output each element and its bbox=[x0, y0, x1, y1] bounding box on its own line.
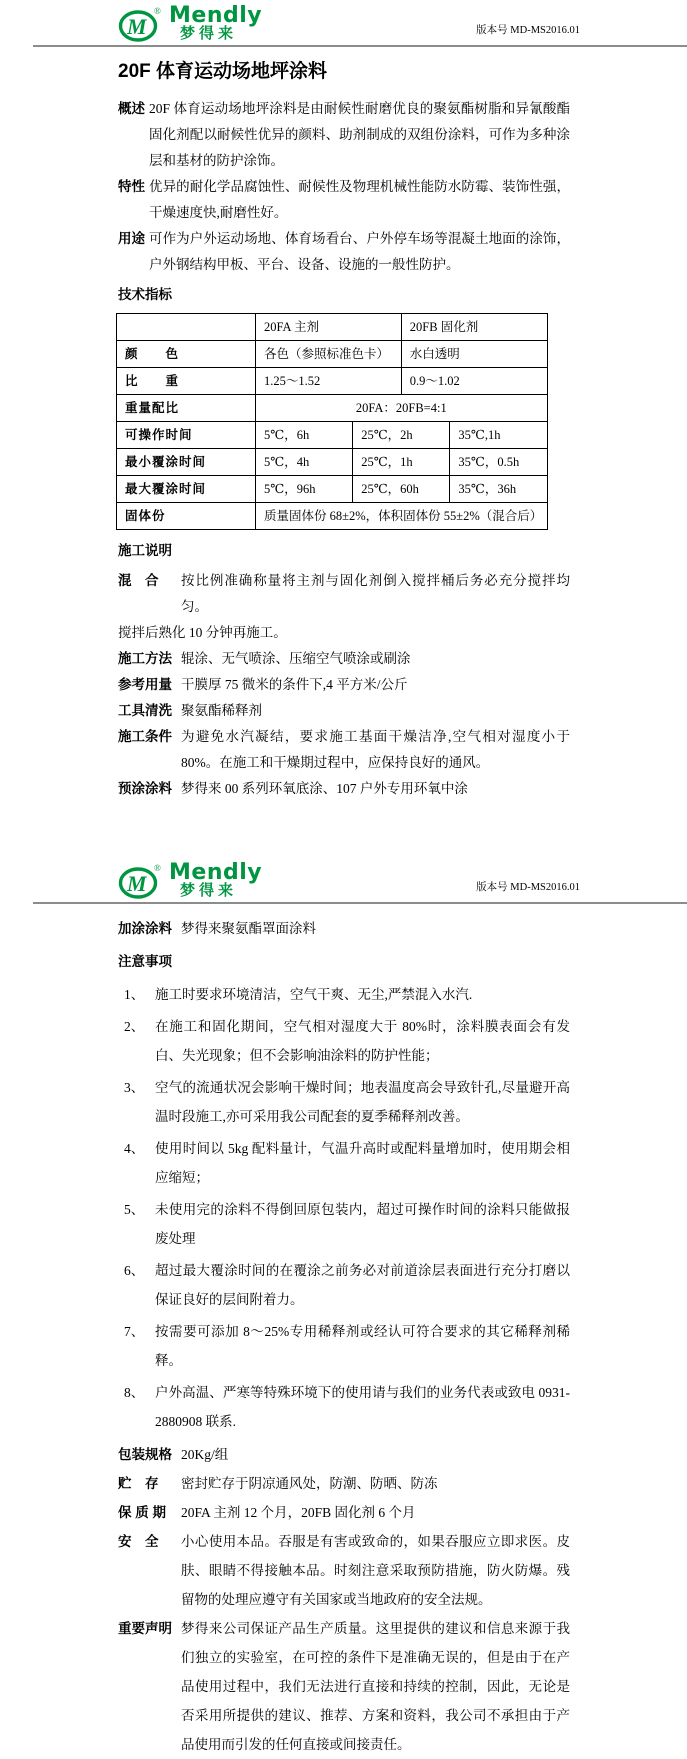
note-item-5 bbox=[118, 1195, 570, 1253]
registered-mark-icon: ® bbox=[154, 6, 161, 16]
page-1 bbox=[0, 0, 687, 802]
table-row bbox=[117, 422, 548, 449]
max-recoat-35c: 35℃，36h bbox=[450, 476, 547, 503]
note-text: 未使用完的涂料不得倒回原包装内，超过可操作时间的涂料只能做报废处理 bbox=[155, 1202, 570, 1246]
min-recoat-label: 最小覆涂时间 bbox=[117, 449, 256, 476]
dosage-row bbox=[118, 672, 570, 698]
overview-label: 概述 bbox=[118, 101, 145, 116]
mendly-logo-icon bbox=[118, 862, 164, 902]
note-item-8 bbox=[118, 1378, 570, 1436]
mixing-row bbox=[118, 568, 570, 620]
precoat-label: 预涂涂料 bbox=[118, 781, 172, 796]
packaging-text: 20Kg/组 bbox=[181, 1447, 229, 1462]
table-row bbox=[117, 395, 548, 422]
table-cell-blank bbox=[117, 314, 256, 341]
mendly-logo bbox=[118, 862, 687, 902]
note-text: 按需要可添加 8～25%专用稀释剂或经认可符合要求的其它稀释剂稀释。 bbox=[155, 1324, 570, 1368]
tech-specs-title: 技术指标 bbox=[118, 287, 172, 302]
svg-text:M: M bbox=[127, 14, 147, 39]
mixing-text: 按比例准确称量将主剂与固化剂倒入搅拌桶后务必充分搅拌均匀。 bbox=[181, 573, 570, 614]
max-recoat-5c: 5℃，96h bbox=[256, 476, 353, 503]
header-divider bbox=[33, 45, 687, 47]
note-text: 使用时间以 5kg 配料量计，气温升高时或配料量增加时，使用期会相应缩短； bbox=[155, 1141, 570, 1185]
page-title: 20F 体育运动场地坪涂料 bbox=[118, 61, 328, 82]
solids-label: 固体份 bbox=[117, 503, 256, 530]
precoat-row bbox=[118, 776, 570, 802]
cleaning-row bbox=[118, 698, 570, 724]
note-text: 空气的流通状况会影响干燥时间；地表温度高会导致针孔,尽量避开高温时段施工,亦可采用我公司配套的夏季稀释剂改善。 bbox=[155, 1080, 570, 1124]
packaging-row bbox=[118, 1440, 570, 1469]
table-row bbox=[117, 314, 548, 341]
safety-row bbox=[118, 1527, 570, 1614]
brand-name-en: Mendly bbox=[169, 3, 263, 28]
feature-text: 优异的耐化学品腐蚀性、耐候性及物理机械性能防水防霉、装饰性强，干燥速度快,耐磨性好。 bbox=[149, 179, 570, 220]
note-text: 在施工和固化期间，空气相对湿度大于 80%时，涂料膜表面会有发白、失光现象；但不会影响油涂料的防护性能； bbox=[155, 1019, 570, 1063]
gravity-label: 比 重 bbox=[117, 368, 256, 395]
color-label: 颜 色 bbox=[117, 341, 256, 368]
brand-name-cn: 梦得来 bbox=[180, 882, 238, 899]
overview-row bbox=[118, 96, 570, 174]
overview-text: 20F 体育运动场地坪涂料是由耐候性耐磨优良的聚氨酯树脂和异氰酸酯固化剂配以耐候性优异的颜料、助剂制成的双组份涂料，可作为多种涂层和基材的防护涂饰。 bbox=[149, 101, 570, 168]
page2-header bbox=[0, 862, 687, 902]
color-20fb: 水白透明 bbox=[401, 341, 547, 368]
shelf-life-text: 20FA 主剂 12 个月，20FB 固化剂 6 个月 bbox=[181, 1505, 416, 1520]
page-2 bbox=[0, 802, 687, 1759]
note-number: 5、 bbox=[124, 1202, 145, 1217]
note-item-6 bbox=[118, 1256, 570, 1314]
table-col-header-20fa: 20FA 主剂 bbox=[256, 314, 402, 341]
topcoat-label: 加涂涂料 bbox=[118, 921, 172, 936]
min-recoat-35c: 35℃，0.5h bbox=[450, 449, 547, 476]
note-number: 8、 bbox=[124, 1385, 145, 1400]
note-number: 2、 bbox=[124, 1019, 145, 1034]
brand-name-en: Mendly bbox=[169, 860, 263, 885]
page1-header bbox=[0, 5, 687, 45]
version-number: 版本号 MD-MS2016.01 bbox=[476, 882, 580, 893]
note-item-4 bbox=[118, 1134, 570, 1192]
construction-title: 施工说明 bbox=[118, 543, 172, 558]
note-text: 超过最大覆涂时间的在覆涂之前务必对前道涂层表面进行充分打磨以保证良好的层间附着力。 bbox=[155, 1263, 570, 1307]
usage-row bbox=[118, 226, 570, 278]
condition-row bbox=[118, 724, 570, 776]
shelf-life-label: 保 质 期 bbox=[118, 1505, 167, 1520]
condition-text: 为避免水汽凝结，要求施工基面干燥洁净,空气相对湿度小于 80%。在施工和干燥期过程中，应保持良好的通风。 bbox=[181, 729, 570, 770]
storage-row bbox=[118, 1469, 570, 1498]
note-item-2 bbox=[118, 1012, 570, 1070]
safety-label: 安 全 bbox=[118, 1534, 159, 1549]
notes-title: 注意事项 bbox=[118, 954, 172, 969]
usage-label: 用途 bbox=[118, 231, 145, 246]
usage-text: 可作为户外运动场地、体育场看台、户外停车场等混凝土地面的涂饰，户外钢结构甲板、平台、设备、设施的一般性防护。 bbox=[149, 231, 570, 272]
pot-life-35c: 35℃,1h bbox=[450, 422, 547, 449]
ratio-value: 20FA：20FB=4:1 bbox=[256, 395, 548, 422]
gravity-20fb: 0.9～1.02 bbox=[401, 368, 547, 395]
color-20fa: 各色（参照标准色卡） bbox=[256, 341, 402, 368]
safety-text: 小心使用本品。吞服是有害或致命的，如果吞服应立即求医。皮肤、眼睛不得接触本品。时刻注意采取预防措施，防火防爆。残留物的处理应遵守有关国家或当地政府的安全法规。 bbox=[181, 1534, 570, 1607]
method-text: 辊涂、无气喷涂、压缩空气喷涂或刷涂 bbox=[181, 651, 411, 666]
mixing-text-line2: 搅拌后熟化 10 分钟再施工。 bbox=[118, 625, 287, 640]
dosage-text: 干膜厚 75 微米的条件下,4 平方米/公斤 bbox=[181, 677, 408, 692]
statement-label: 重要声明 bbox=[118, 1621, 172, 1636]
table-row bbox=[117, 368, 548, 395]
ratio-label: 重量配比 bbox=[117, 395, 256, 422]
statement-row bbox=[118, 1614, 570, 1759]
mendly-logo bbox=[118, 5, 687, 45]
packaging-label: 包装规格 bbox=[118, 1447, 172, 1462]
topcoat-text: 梦得来聚氨酯罩面涂料 bbox=[181, 921, 316, 936]
min-recoat-25c: 25℃，1h bbox=[353, 449, 450, 476]
note-number: 6、 bbox=[124, 1263, 145, 1278]
topcoat-row bbox=[118, 914, 570, 943]
cleaning-label: 工具清洗 bbox=[118, 703, 172, 718]
note-number: 4、 bbox=[124, 1141, 145, 1156]
shelf-life-row bbox=[118, 1498, 570, 1527]
method-row bbox=[118, 646, 570, 672]
page2-content bbox=[118, 914, 570, 1759]
table-row bbox=[117, 503, 548, 530]
pot-life-5c: 5℃，6h bbox=[256, 422, 353, 449]
storage-text: 密封贮存于阴凉通风处，防潮、防晒、防冻 bbox=[181, 1476, 438, 1491]
storage-label: 贮 存 bbox=[118, 1476, 159, 1491]
page1-content bbox=[118, 96, 570, 802]
feature-row bbox=[118, 174, 570, 226]
statement-text: 梦得来公司保证产品生产质量。这里提供的建议和信息来源于我们独立的实验室，在可控的条件下是准确无误的，但是由于在产品使用过程中，我们无法进行直接和持续的控制，因此，无论是否采用所提供的建议、推荐、方案和资料，我公司不承担由于产品使用而引发的任何直接或间接责任。 bbox=[181, 1621, 570, 1752]
pot-life-25c: 25℃，2h bbox=[353, 422, 450, 449]
method-label: 施工方法 bbox=[118, 651, 172, 666]
condition-label: 施工条件 bbox=[118, 729, 172, 744]
svg-text:M: M bbox=[127, 871, 147, 896]
max-recoat-25c: 25℃，60h bbox=[353, 476, 450, 503]
feature-label: 特性 bbox=[118, 179, 145, 194]
header-divider bbox=[33, 902, 687, 904]
logo-wordmark bbox=[169, 860, 263, 899]
solids-value: 质量固体份 68±2%，体积固体份 55±2%（混合后） bbox=[256, 503, 548, 530]
table-col-header-20fb: 20FB 固化剂 bbox=[401, 314, 547, 341]
gravity-20fa: 1.25～1.52 bbox=[256, 368, 402, 395]
table-row bbox=[117, 476, 548, 503]
note-item-7 bbox=[118, 1317, 570, 1375]
note-text: 户外高温、严寒等特殊环境下的使用请与我们的业务代表或致电 0931-2880908 联系. bbox=[155, 1385, 570, 1429]
note-text: 施工时要求环境清洁，空气干爽、无尘,严禁混入水汽. bbox=[155, 987, 473, 1002]
version-number: 版本号 MD-MS2016.01 bbox=[476, 25, 580, 36]
cleaning-text: 聚氨酯稀释剂 bbox=[181, 703, 262, 718]
note-item-3 bbox=[118, 1073, 570, 1131]
registered-mark-icon: ® bbox=[154, 863, 161, 873]
max-recoat-label: 最大覆涂时间 bbox=[117, 476, 256, 503]
pot-life-label: 可操作时间 bbox=[117, 422, 256, 449]
note-number: 3、 bbox=[124, 1080, 145, 1095]
mendly-logo-icon bbox=[118, 5, 164, 45]
mixing-label: 混 合 bbox=[118, 573, 159, 588]
brand-name-cn: 梦得来 bbox=[180, 25, 238, 42]
note-number: 1、 bbox=[124, 987, 145, 1002]
table-row bbox=[117, 341, 548, 368]
precoat-text: 梦得来 00 系列环氧底涂、107 户外专用环氧中涂 bbox=[181, 781, 468, 796]
dosage-label: 参考用量 bbox=[118, 677, 172, 692]
tech-specs-table bbox=[116, 313, 548, 530]
note-item-1 bbox=[118, 980, 570, 1009]
note-number: 7、 bbox=[124, 1324, 145, 1339]
table-row bbox=[117, 449, 548, 476]
logo-wordmark bbox=[169, 3, 263, 42]
min-recoat-5c: 5℃，4h bbox=[256, 449, 353, 476]
